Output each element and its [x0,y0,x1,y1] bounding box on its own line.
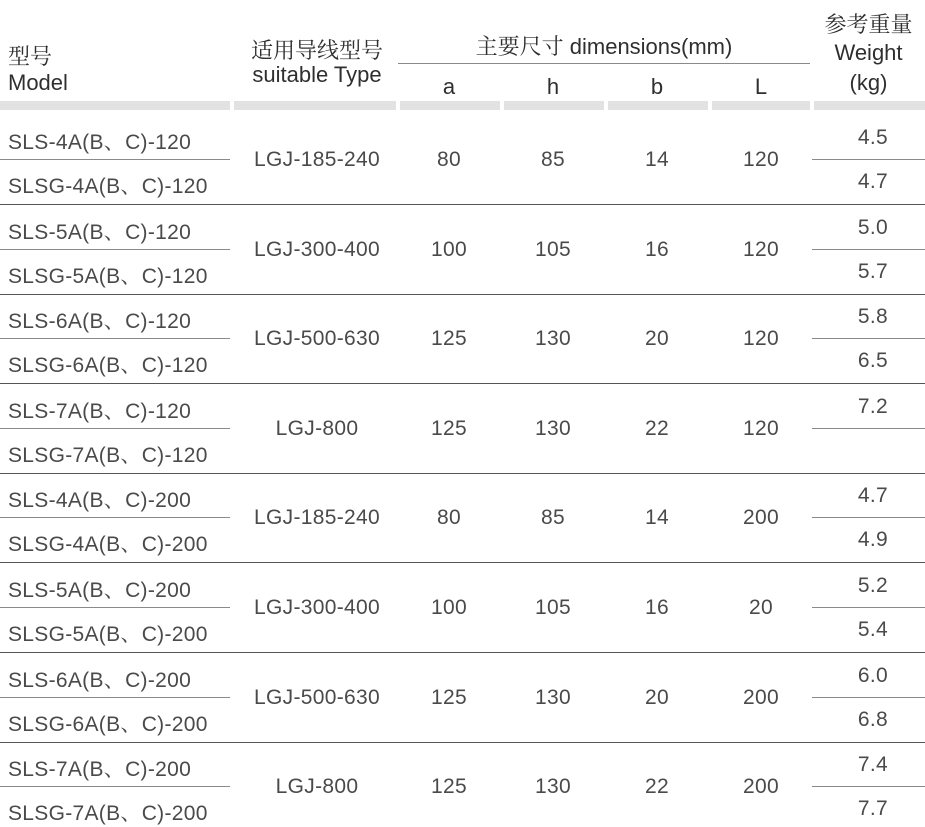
weight-cell: 4.5 [857,126,888,149]
weight-cell: 7.2 [857,395,888,418]
weight-cell: 5.2 [857,574,888,597]
weight-divider [812,607,925,608]
weight-divider [812,249,925,250]
weight-cell: 6.8 [857,708,888,731]
dim-L-cell: 120 [743,417,779,440]
dim-h-cell: 130 [535,686,571,709]
type-cell: LGJ-185-240 [254,506,380,529]
type-cell: LGJ-800 [275,775,359,798]
header-separator [400,101,500,110]
group-divider [0,294,925,295]
weight-cell: 7.4 [857,753,888,776]
model-cell: SLS-5A(B、C)-120 [8,221,192,244]
header-separator [0,101,230,110]
dim-b-cell: 20 [645,327,669,350]
dim-h-cell: 130 [535,417,571,440]
header-col-L: L [754,74,768,99]
header-col-a: a [442,74,456,99]
dim-b-cell: 16 [645,238,669,261]
weight-cell: 5.8 [857,305,888,328]
weight-divider [812,428,925,429]
weight-divider [812,786,925,787]
model-cell: SLSG-4A(B、C)-200 [8,533,208,556]
weight-cell: 7.7 [857,797,888,820]
header-weight-unit: (kg) [849,70,888,95]
weight-divider [812,517,925,518]
dim-a-cell: 80 [437,506,461,529]
model-cell: SLSG-5A(B、C)-200 [8,623,208,646]
dim-a-cell: 125 [431,775,467,798]
weight-cell: 4.7 [857,484,888,507]
model-cell: SLSG-5A(B、C)-120 [8,265,208,288]
dim-h-cell: 130 [535,327,571,350]
weight-cell: 4.9 [857,528,888,551]
dim-a-cell: 100 [431,596,467,619]
header-separator [712,101,810,110]
group-divider [0,204,925,205]
type-cell: LGJ-300-400 [254,238,380,261]
header-col-b: b [650,74,664,99]
dim-b-cell: 16 [645,596,669,619]
dim-L-cell: 200 [743,775,779,798]
dim-h-cell: 105 [535,238,571,261]
weight-divider [812,159,925,160]
header-weight-en: Weight [834,40,903,65]
dim-b-cell: 14 [645,506,669,529]
dim-h-cell: 130 [535,775,571,798]
weight-cell: 5.0 [857,216,888,239]
model-cell: SLS-7A(B、C)-120 [8,400,192,423]
header-type-zh: 适用导线型号 [250,38,383,63]
row-divider [0,517,230,518]
dim-a-cell: 125 [431,686,467,709]
header-separator [608,101,708,110]
dim-b-cell: 20 [645,686,669,709]
dim-b-cell: 14 [645,148,669,171]
dim-b-cell: 22 [645,417,669,440]
row-divider [0,697,230,698]
header-col-h: h [546,74,560,99]
group-divider [0,652,925,653]
dim-h-cell: 85 [541,506,565,529]
model-cell: SLS-7A(B、C)-200 [8,758,192,781]
dim-L-cell: 120 [743,238,779,261]
weight-cell: 6.0 [857,664,888,687]
header-weight-zh: 参考重量 [824,12,913,37]
dim-a-cell: 125 [431,417,467,440]
dim-a-cell: 80 [437,148,461,171]
dim-L-cell: 200 [743,686,779,709]
type-cell: LGJ-300-400 [254,596,380,619]
header-model-zh: 型号 [8,44,53,69]
weight-cell: 5.4 [857,618,888,641]
header-type-en: suitable Type [252,62,382,87]
type-cell: LGJ-500-630 [254,327,380,350]
header-dimensions-underline [398,63,810,64]
model-cell: SLSG-4A(B、C)-120 [8,175,208,198]
group-divider [0,473,925,474]
model-cell: SLSG-6A(B、C)-120 [8,354,208,377]
row-divider [0,338,230,339]
weight-cell: 6.5 [857,349,888,372]
dim-a-cell: 100 [431,238,467,261]
model-cell: SLS-6A(B、C)-200 [8,669,192,692]
row-divider [0,249,230,250]
dim-b-cell: 22 [645,775,669,798]
header-model-en: Model [8,70,68,95]
model-cell: SLS-4A(B、C)-120 [8,131,192,154]
row-divider [0,428,230,429]
group-divider [0,383,925,384]
model-cell: SLS-5A(B、C)-200 [8,579,192,602]
header-separator [814,101,925,110]
row-divider [0,159,230,160]
group-divider [0,742,925,743]
type-cell: LGJ-185-240 [254,148,380,171]
dim-L-cell: 20 [749,596,773,619]
header-separator [504,101,604,110]
model-cell: SLSG-7A(B、C)-120 [8,444,208,467]
dim-h-cell: 85 [541,148,565,171]
header-separator [234,101,396,110]
row-divider [0,786,230,787]
weight-divider [812,697,925,698]
weight-cell: 4.7 [857,170,888,193]
group-divider [0,562,925,563]
row-divider [0,607,230,608]
type-cell: LGJ-800 [275,417,359,440]
weight-cell: 5.7 [857,260,888,283]
model-cell: SLS-4A(B、C)-200 [8,489,192,512]
type-cell: LGJ-500-630 [254,686,380,709]
dim-L-cell: 120 [743,148,779,171]
header-dimensions-title: 主要尺寸 dimensions(mm) [475,34,733,59]
model-cell: SLSG-6A(B、C)-200 [8,713,208,736]
dim-h-cell: 105 [535,596,571,619]
model-cell: SLSG-7A(B、C)-200 [8,802,208,825]
dim-a-cell: 125 [431,327,467,350]
dim-L-cell: 120 [743,327,779,350]
weight-divider [812,338,925,339]
dim-L-cell: 200 [743,506,779,529]
model-cell: SLS-6A(B、C)-120 [8,310,192,333]
